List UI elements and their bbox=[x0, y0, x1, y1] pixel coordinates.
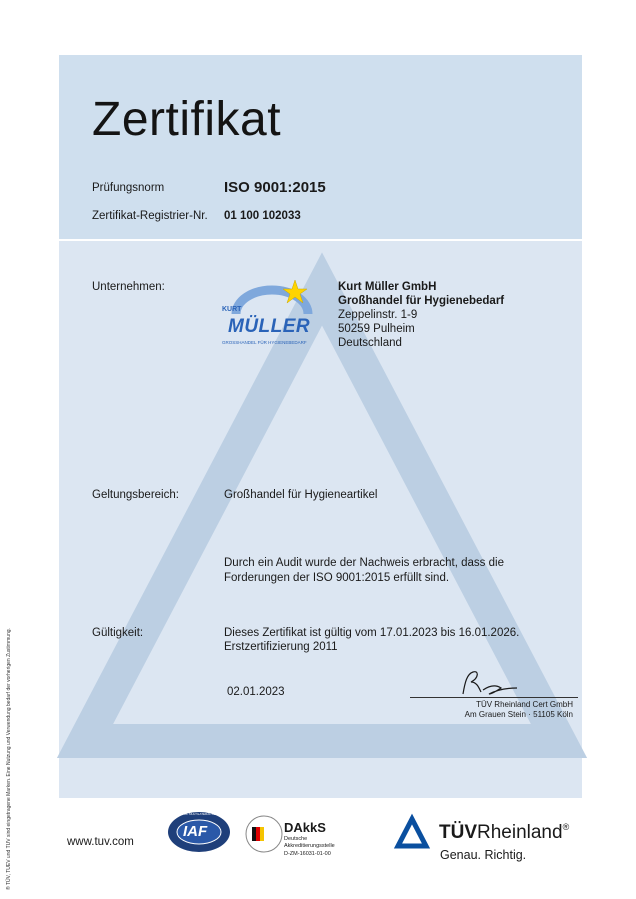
tuv-slogan: Genau. Richtig. bbox=[440, 848, 527, 862]
logo-main-text: MÜLLER bbox=[228, 316, 311, 337]
dakks-emblem bbox=[244, 814, 284, 854]
register-label: Zertifikat-Registrier-Nr. bbox=[92, 210, 208, 222]
company-name: Kurt Müller GmbH bbox=[338, 281, 437, 293]
tuv-brand-rest: Rheinland bbox=[477, 822, 563, 843]
dakks-emblem-icon bbox=[244, 814, 284, 854]
tuv-triangle-logo bbox=[395, 816, 429, 850]
validity-line2: Erstzertifizierung 2011 bbox=[224, 641, 338, 653]
tuv-registered: ® bbox=[562, 822, 570, 832]
page-title: Zertifikat bbox=[92, 93, 282, 146]
validity-label: Gültigkeit: bbox=[92, 627, 144, 639]
issuer-name: TÜV Rheinland Cert GmbH bbox=[476, 700, 573, 709]
audit-text-line1: Durch ein Audit wurde der Nachweis erbracht, dass die bbox=[224, 557, 504, 569]
issuer-address: Am Grauen Stein · 51105 Köln bbox=[464, 710, 573, 719]
company-street: Zeppelinstr. 1-9 bbox=[338, 309, 418, 321]
dakks-line1: Deutsche bbox=[284, 836, 308, 842]
validity-line1: Dieses Zertifikat ist gültig vom 17.01.2023 bis 16.01.2026. bbox=[224, 627, 520, 639]
company-country: Deutschland bbox=[338, 337, 402, 349]
logo-tagline: GROSSHANDEL FÜR HYGIENEBEDARF bbox=[222, 340, 307, 345]
dakks-code: D-ZM-16031-01-00 bbox=[284, 851, 331, 857]
tuv-brand bbox=[439, 822, 569, 844]
scope-value: Großhandel für Hygieneartikel bbox=[224, 489, 378, 501]
tuv-brand-bold: TÜV bbox=[439, 822, 477, 843]
iaf-ring-text: MEMBER OF MULTILATERAL RECOGNITION ARRANGEMENT bbox=[170, 812, 257, 816]
company-label: Unternehmen: bbox=[92, 281, 165, 293]
signature bbox=[455, 668, 535, 698]
company-subtitle: Großhandel für Hygienebedarf bbox=[338, 295, 505, 307]
footer-url[interactable]: www.tuv.com bbox=[67, 836, 134, 848]
issue-date: 02.01.2023 bbox=[227, 686, 285, 698]
logo-small-text: KURT bbox=[222, 306, 242, 313]
iaf-text: IAF bbox=[183, 823, 208, 840]
tuv-triangle-icon bbox=[395, 816, 429, 850]
side-note-text: ® TÜV, TUEV und TUV sind eingetragene Marken. Eine Nutzung und Verwendung bedarf der vorherigen Zustimmung. bbox=[6, 628, 12, 890]
signature-line bbox=[410, 697, 578, 698]
company-city: 50259 Pulheim bbox=[338, 323, 415, 335]
iaf-logo bbox=[166, 810, 257, 854]
norm-value: ISO 9001:2015 bbox=[224, 179, 326, 196]
register-value: 01 100 102033 bbox=[224, 210, 301, 222]
dakks-text: DAkkS bbox=[284, 820, 326, 835]
norm-label: Prüfungsnorm bbox=[92, 182, 165, 194]
dakks-line2: Akkreditierungsstelle bbox=[284, 843, 335, 849]
company-logo bbox=[218, 274, 322, 354]
scope-label: Geltungsbereich: bbox=[92, 489, 179, 501]
audit-text-line2: Forderungen der ISO 9001:2015 erfüllt sind. bbox=[224, 572, 450, 584]
side-note bbox=[6, 628, 12, 891]
